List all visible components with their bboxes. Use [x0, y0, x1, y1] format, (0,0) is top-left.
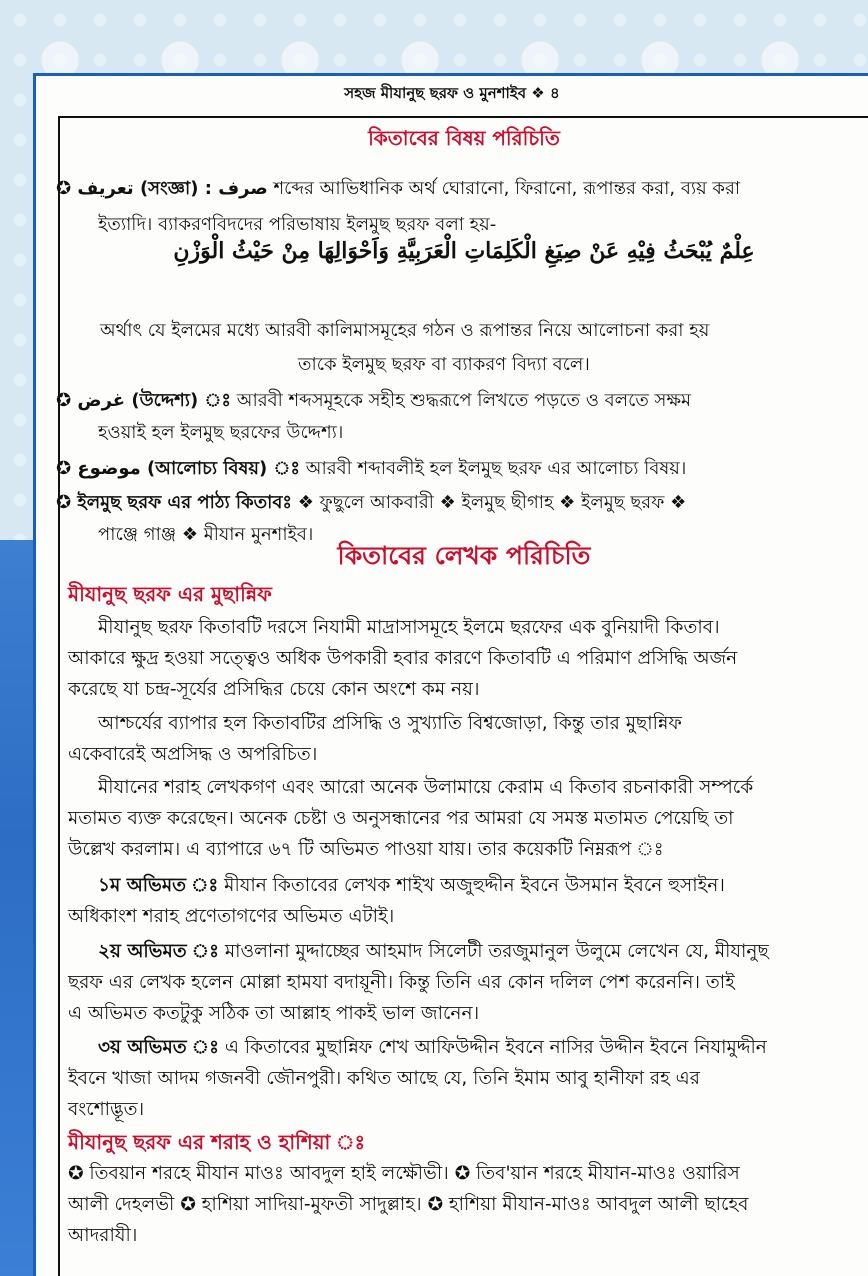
opinion-2-line-3: এ অভিমত কতটুকু সঠিক তা আল্লাহ পাকই ভাল জানেন।: [68, 1003, 480, 1024]
opinion-1-line-2: অধিকাংশ শরাহ প্রণেতাগণের অভিমত এটাই।: [68, 906, 395, 927]
definition-label: ✪ تعريف (সংজ্ঞা) : صرف: [56, 178, 268, 199]
section-title-author: কিতাবের লেখক পরিচিতি: [337, 541, 591, 570]
book-page: [33, 73, 868, 1276]
paragraph-line: আশ্চর্যের ব্যাপার হল কিতাবটির প্রসিদ্ধি ও সুখ্যাতি বিশ্বজোড়া, কিন্তু তার মুছান্নিফ: [98, 713, 682, 734]
opinion-2-line-2: ছরফ এর লেখক হলেন মোল্লা হামযা বদায়ূনী। কিন্তু তিনি এর কোন দলিল পেশ করেননি। তাই: [68, 972, 735, 993]
subheading-author: মীযানুছ ছরফ এর মুছান্নিফ: [68, 582, 272, 606]
paragraph-line: আকারে ক্ষুদ্র হওয়া সত্ত্বেও অধিক উপকারী হবার কারণে কিতাবটি এ পরিমাণ প্রসিদ্ধি অর্জন: [68, 648, 738, 669]
books-line: [56, 488, 686, 519]
opinion-2-label: ২য় অভিমত ঃ: [98, 941, 219, 962]
opinion-3-line-3: বংশোদ্ভূত।: [68, 1099, 145, 1120]
opinion-3-text: এ কিতাবের মুছান্নিফ শেখ আফিউদ্দীন ইবনে নাসির উদ্দীন ইবনে নিযামুদ্দীন: [224, 1037, 767, 1058]
books-label: ✪ ইলমুছ ছরফ এর পাঠ্য কিতাবঃ: [56, 492, 293, 513]
page-header: সহজ মীযানুছ ছরফ ও মুনশাইব ❖ ৪: [344, 84, 560, 102]
content-box: [58, 116, 868, 1276]
definition-line: [56, 174, 740, 205]
opinion-3-line-2: ইবনে খাজা আদম গজনবী জৌনপুরী। কথিত আছে যে, তিনি ইমাম আবু হানীফা রহ এর: [68, 1068, 700, 1089]
books-line-2: পাঞ্জে গাঞ্জ ❖ মীযান মুনশাইব।: [98, 524, 314, 545]
subject-label: ✪ موضوع (আলোচ্য বিষয়) ঃ: [56, 458, 300, 479]
paragraph-line: মীযানুছ ছরফ কিতাবটি দরসে নিযামী মাদ্রাসাসমূহে ইলমে ছরফের এক বুনিয়াদী কিতাব।: [98, 617, 720, 638]
paragraph-line: আদরাযী।: [68, 1225, 138, 1246]
opinion-3: [68, 1032, 868, 1125]
opinion-2: [68, 936, 868, 1029]
books-text: ❖ ফুছুলে আকবারী ❖ ইলমুছ ছীগাহ ❖ ইলমুছ ছরফ ❖: [297, 492, 687, 513]
opinion-1-label: ১ম অভিমত ঃ: [98, 875, 219, 896]
purpose-text: আরবী শব্দসমূহকে সহীহ শুদ্ধরূপে লিখতে পড়তে ও বলতে সক্ষম: [236, 390, 692, 411]
arabic-definition: عِلْمٌ يُبْحَثُ فِيْهِ عَنْ صِيَغِ الْكَلِمَاتِ الْعَرَبِيَّةِ وَاَحْوَالِهَا مِنْ حَيْثُ الْوَزْنِ: [173, 238, 755, 264]
purpose-line-2: হওয়াই হল ইলমুছ ছরফের উদ্দেশ্য।: [98, 422, 344, 443]
opinion-2-text: মাওলানা মুদ্দাচ্ছের আহমাদ সিলেটী তরজুমানুল উলুমে লেখেন যে, মীযানুছ: [224, 941, 769, 962]
meaning-line-2: তাকে ইলমুছ ছরফ বা ব্যাকরণ বিদ্যা বলে।: [298, 354, 590, 375]
paragraph-opinions: [68, 772, 868, 865]
opinion-1-text: মীযান কিতাবের লেখক শাইখ অজুহুদ্দীন ইবনে উসমান ইবনে হুসাইন।: [224, 875, 725, 896]
subheading-commentaries: মীযানুছ ছরফ এর শরাহ ও হাশিয়া ঃ: [68, 1130, 366, 1154]
meaning-line-1: অর্থাৎ যে ইলমের মধ্যে আরবী কালিমাসমূহের গঠন ও রূপান্তর নিয়ে আলোচনা করা হয়: [100, 320, 710, 341]
paragraph-line: আলী দেহলভী ✪ হাশিয়া সাদিয়া-মুফতী সাদুল্লাহ। ✪ হাশিয়া মীযান-মাওঃ আবদুল আলী ছাহেব: [68, 1194, 749, 1215]
paragraph-line: উল্লেখ করলাম। এ ব্যাপারে ৬৭ টি অভিমত পাওয়া যায়। তার কয়েকটি নিম্নরূপ ঃ: [68, 839, 664, 860]
definition-line-2: ইত্যাদি। ব্যাকরণবিদদের পরিভাষায় ইলমুছ ছরফ বলা হয়-: [98, 214, 497, 235]
paragraph-commentaries: [68, 1158, 868, 1251]
opinion-3-label: ৩য় অভিমত ঃ: [98, 1037, 219, 1058]
paragraph-line: মীযানের শরাহ লেখকগণ এবং আরো অনেক উলামায়ে কেরাম এ কিতাব রচনাকারী সম্পর্কে: [98, 777, 754, 798]
paragraph-line: একেবারেই অপ্রসিদ্ধ ও অপরিচিত।: [68, 744, 318, 765]
paragraph-wonder: [68, 708, 868, 770]
opinion-1: [68, 870, 868, 932]
purpose-line: [56, 386, 691, 417]
purpose-label: ✪ غرض (উদ্দেশ্য) ঃ: [56, 390, 231, 411]
subject-text: আরবী শব্দাবলীই হল ইলমুছ ছরফ এর আলোচ্য বিষয়।: [305, 458, 687, 479]
paragraph-intro: [68, 612, 868, 705]
subject-line: [56, 454, 686, 485]
paragraph-line: মতামত ব্যক্ত করেছেন। অনেক চেষ্টা ও অনুসন্ধানের পর আমরা যে সমস্ত মতামত পেয়েছি তা: [68, 808, 734, 829]
paragraph-line: করেছে যা চন্দ্র-সূর্যের প্রসিদ্ধির চেয়ে কোন অংশে কম নয়।: [68, 679, 480, 700]
section-title-subject: কিতাবের বিষয় পরিচিতি: [368, 126, 560, 150]
definition-text: শব্দের আভিধানিক অর্থ ঘোরানো, ফিরানো, রূপান্তর করা, ব্যয় করা: [273, 178, 741, 199]
paragraph-line: ✪ তিবয়ান শরহে মীযান মাওঃ আবদুল হাই লক্ষৌভী। ✪ তিব'য়ান শরহে মীযান-মাওঃ ওয়ারিস: [68, 1163, 740, 1184]
